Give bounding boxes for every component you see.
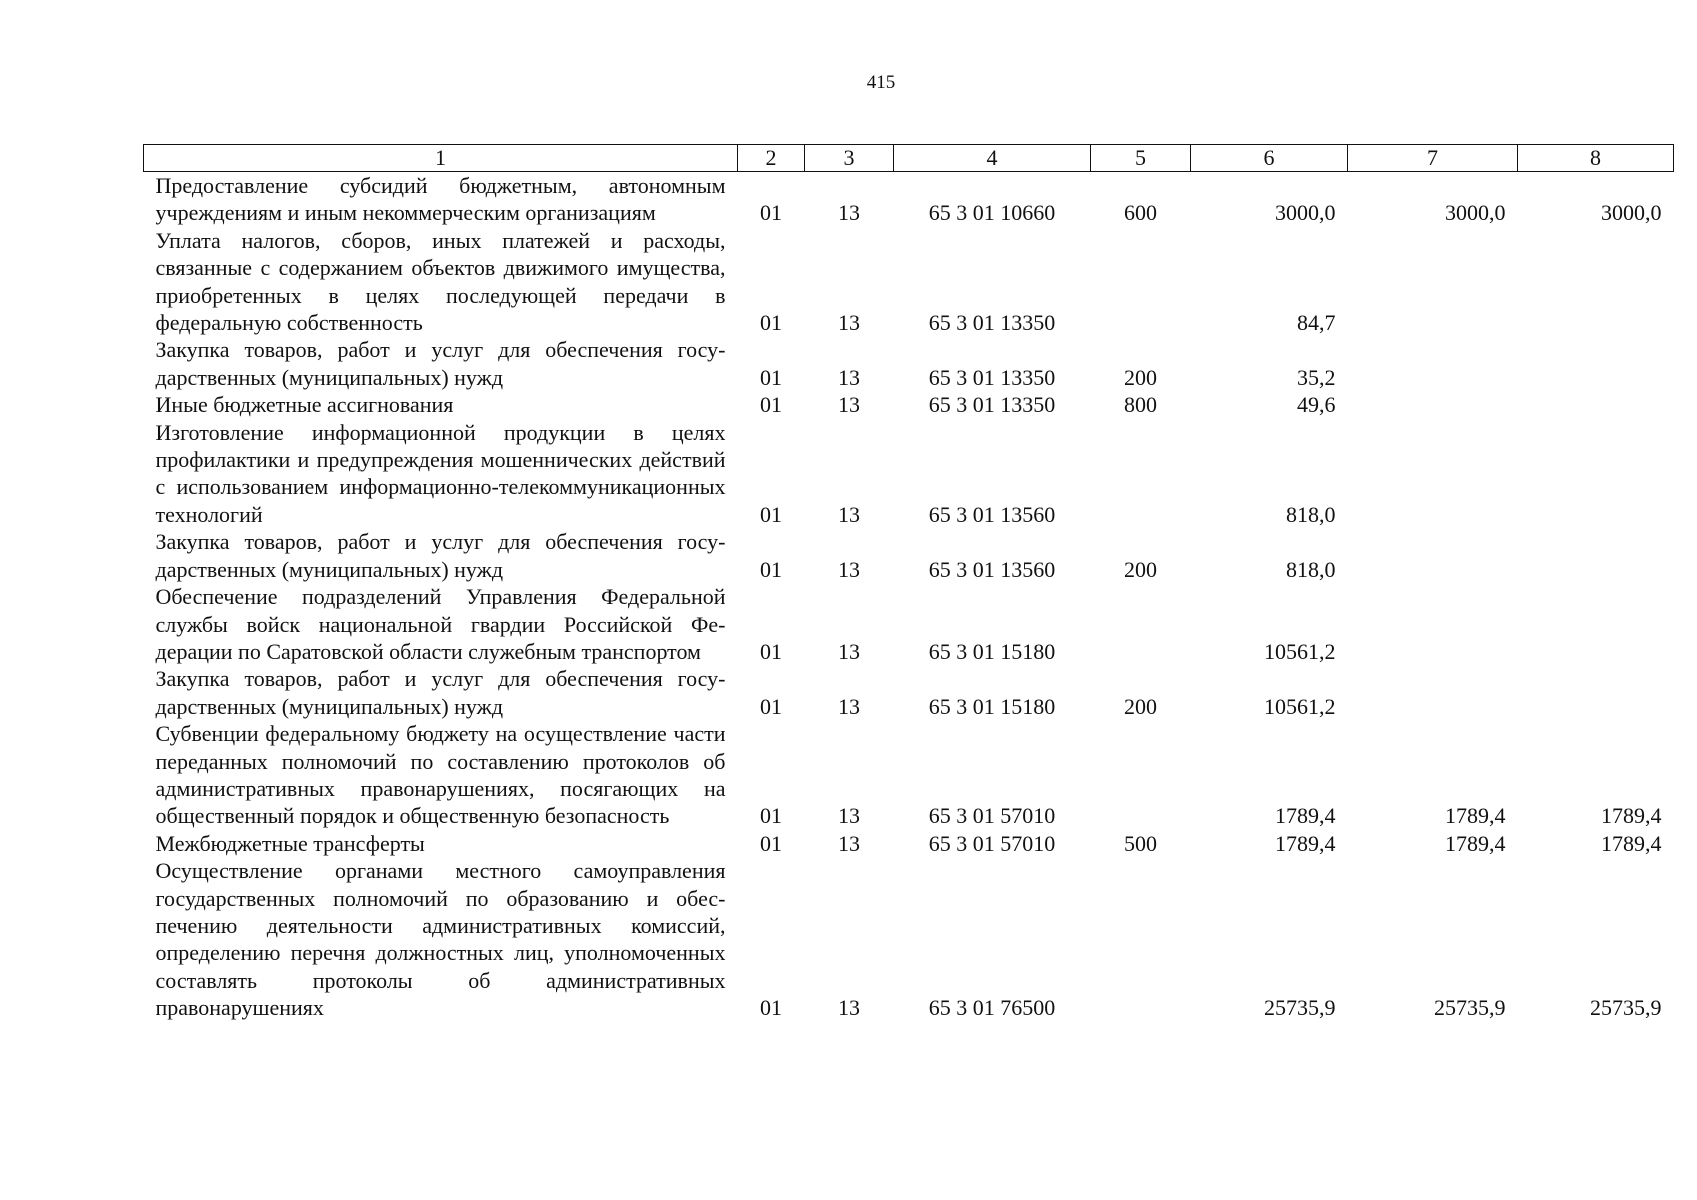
- column-header-3: 3: [805, 145, 894, 172]
- row-amount-col8: 1789,4: [1601, 830, 1662, 856]
- row-subsection: 13: [838, 693, 860, 719]
- row-section: 01: [760, 638, 782, 664]
- row-amount-col8: [1518, 391, 1674, 418]
- table-header: [144, 145, 1674, 172]
- row-name: Закупка товаров, работ и услуг для обеспечения государственных (муниципальных) нужд: [155, 337, 726, 390]
- row-subsection: 13: [838, 200, 860, 226]
- row-subsection: 13: [838, 995, 860, 1021]
- row-expense-type: 600: [1124, 200, 1157, 226]
- row-amount-col8: [1518, 419, 1674, 529]
- table-row: [144, 720, 1674, 830]
- row-amount-col6: 10561,2: [1264, 693, 1336, 719]
- row-amount-col8: 25735,9: [1590, 995, 1662, 1021]
- row-expense-type: [1091, 857, 1191, 1021]
- row-target-article: 65 3 01 13350: [928, 364, 1056, 390]
- row-target-article: 65 3 01 13350: [928, 392, 1056, 418]
- table-body: [144, 172, 1674, 1022]
- row-expense-type: [1091, 419, 1191, 529]
- row-target-article: 65 3 01 76500: [928, 995, 1056, 1021]
- row-amount-col6: 818,0: [1286, 556, 1336, 582]
- table-row: [144, 227, 1674, 337]
- header-row: [144, 145, 1674, 172]
- column-header-1: 1: [144, 145, 738, 172]
- row-name: Осуществление органами местного самоуправления государственных полномочий по образованию и обеспечению деятельности административных комиссий, определению перечня должностных лиц, уполномоченных составлять протоколы об административных правонарушениях: [155, 858, 726, 1021]
- row-subsection: 13: [838, 501, 860, 527]
- row-amount-col6: 1789,4: [1275, 830, 1336, 856]
- row-subsection: 13: [838, 556, 860, 582]
- row-subsection: 13: [838, 392, 860, 418]
- row-amount-col6: 84,7: [1297, 310, 1336, 336]
- row-name: Субвенции федеральному бюджету на осуществление части переданных полномочий по составлению протоколов об административных правонарушениях, посягающих на общественный порядок и общественную безопасность: [155, 721, 726, 829]
- row-target-article: 65 3 01 13350: [928, 310, 1056, 336]
- row-section: 01: [760, 830, 782, 856]
- row-section: 01: [760, 693, 782, 719]
- budget-table: [143, 144, 1674, 1022]
- row-section: 01: [760, 392, 782, 418]
- row-amount-col8: [1518, 336, 1674, 391]
- row-amount-col8: [1518, 583, 1674, 665]
- table-row: [144, 857, 1674, 1021]
- page-number: 415: [866, 72, 896, 93]
- table-row: [144, 830, 1674, 857]
- row-expense-type: 500: [1124, 830, 1157, 856]
- row-section: 01: [760, 803, 782, 829]
- row-amount-col8: 1789,4: [1601, 803, 1662, 829]
- row-name: Закупка товаров, работ и услуг для обеспечения государственных (муниципальных) нужд: [155, 529, 726, 582]
- row-section: 01: [760, 501, 782, 527]
- row-amount-col7: 1789,4: [1445, 830, 1506, 856]
- row-target-article: 65 3 01 15180: [928, 693, 1056, 719]
- row-name: Уплата налогов, сборов, иных платежей и расходы, связанные с содержанием объектов движимого имущества, приобретенных в целях последующей передачи в федеральную собственность: [155, 227, 726, 336]
- table-row: [144, 172, 1674, 227]
- row-amount-col7: [1348, 336, 1518, 391]
- table-row: [144, 528, 1674, 583]
- row-target-article: 65 3 01 15180: [928, 638, 1056, 664]
- row-amount-col6: 3000,0: [1275, 200, 1336, 226]
- row-amount-col6: 1789,4: [1275, 803, 1336, 829]
- row-name: Иные бюджетные ассигнования: [155, 392, 454, 418]
- row-name: Межбюджетные трансферты: [155, 830, 425, 856]
- row-amount-col8: [1518, 227, 1674, 337]
- row-amount-col7: [1348, 583, 1518, 665]
- row-name: Изготовление информационной продукции в целях профилактики и предупреждения мошеннических действий с использованием информационно-телекоммуникационных технологий: [155, 419, 726, 527]
- row-target-article: 65 3 01 57010: [928, 830, 1056, 856]
- row-name: Обеспечение подразделений Управления Федеральной службы войск национальной гвардии Российской Федерации по Саратовской области служебным транспортом: [155, 584, 726, 664]
- table-row: [144, 391, 1674, 418]
- row-amount-col8: 3000,0: [1601, 200, 1662, 226]
- row-amount-col7: [1348, 227, 1518, 337]
- row-expense-type: 800: [1124, 392, 1157, 418]
- row-subsection: 13: [838, 364, 860, 390]
- row-section: 01: [760, 364, 782, 390]
- column-header-4: 4: [894, 145, 1091, 172]
- column-header-2: 2: [738, 145, 805, 172]
- row-amount-col7: 3000,0: [1445, 200, 1506, 226]
- row-expense-type: 200: [1124, 364, 1157, 390]
- row-amount-col7: [1348, 665, 1518, 720]
- column-header-5: 5: [1091, 145, 1191, 172]
- row-section: 01: [760, 995, 782, 1021]
- table-row: [144, 665, 1674, 720]
- column-header-6: 6: [1191, 145, 1348, 172]
- row-amount-col6: 10561,2: [1264, 638, 1336, 664]
- row-expense-type: 200: [1124, 556, 1157, 582]
- row-amount-col8: [1518, 665, 1674, 720]
- row-expense-type: [1091, 720, 1191, 830]
- row-amount-col6: 49,6: [1297, 392, 1336, 418]
- row-target-article: 65 3 01 10660: [928, 200, 1056, 226]
- column-header-8: 8: [1518, 145, 1674, 172]
- row-amount-col7: [1348, 391, 1518, 418]
- row-section: 01: [760, 556, 782, 582]
- row-amount-col7: 25735,9: [1434, 995, 1506, 1021]
- row-expense-type: [1091, 227, 1191, 337]
- row-target-article: 65 3 01 57010: [928, 803, 1056, 829]
- row-section: 01: [760, 200, 782, 226]
- row-amount-col7: 1789,4: [1445, 803, 1506, 829]
- row-amount-col6: 818,0: [1286, 501, 1336, 527]
- row-expense-type: 200: [1124, 693, 1157, 719]
- row-section: 01: [760, 310, 782, 336]
- row-name: Предоставление субсидий бюджетным, автономным учреждениям и иным некоммерческим организациям: [155, 173, 726, 226]
- row-amount-col7: [1348, 419, 1518, 529]
- row-subsection: 13: [838, 803, 860, 829]
- row-expense-type: [1091, 583, 1191, 665]
- row-subsection: 13: [838, 310, 860, 336]
- row-target-article: 65 3 01 13560: [928, 501, 1056, 527]
- row-name: Закупка товаров, работ и услуг для обеспечения государственных (муниципальных) нужд: [155, 666, 726, 719]
- row-subsection: 13: [838, 830, 860, 856]
- column-header-7: 7: [1348, 145, 1518, 172]
- table-row: [144, 336, 1674, 391]
- table-row: [144, 583, 1674, 665]
- row-subsection: 13: [838, 638, 860, 664]
- row-amount-col6: 25735,9: [1264, 995, 1336, 1021]
- table-row: [144, 419, 1674, 529]
- row-amount-col7: [1348, 528, 1518, 583]
- row-target-article: 65 3 01 13560: [928, 556, 1056, 582]
- row-amount-col8: [1518, 528, 1674, 583]
- row-amount-col6: 35,2: [1297, 364, 1336, 390]
